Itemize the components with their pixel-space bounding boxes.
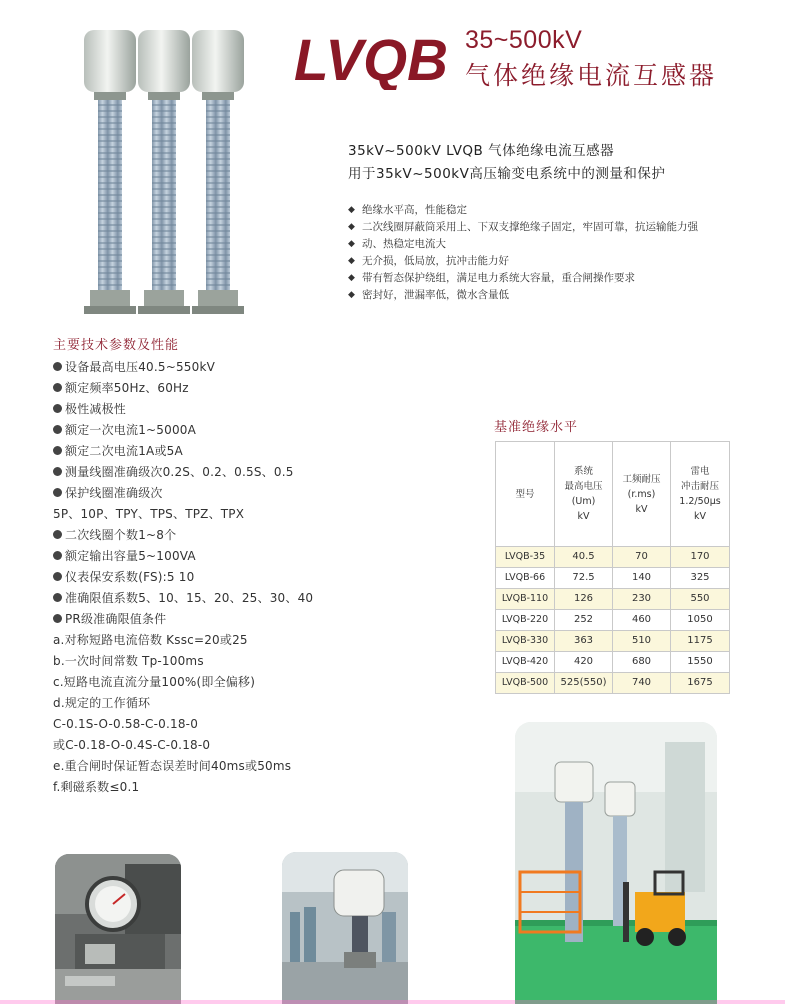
title-product-name: 气体绝缘电流互感器: [465, 61, 718, 90]
spec-item: c.短路电流直流分量100%(即全偏移): [53, 675, 256, 689]
feature-list: [348, 203, 718, 305]
bottom-rule: [0, 1000, 785, 1004]
bullet-dot-icon: [53, 404, 62, 413]
diamond-bullet-icon: ◆: [348, 222, 355, 232]
feature-item: ◆ 绝缘水平高，性能稳定: [348, 203, 718, 219]
logo-text: LVQB: [294, 28, 448, 90]
spec-item: 额定二次电流1A或5A: [53, 441, 373, 462]
lvqb-logo: [292, 26, 452, 90]
table-row: LVQB-66 72.5 140 325: [496, 568, 730, 589]
header-max-voltage: 系统 最高电压 (Um) kV: [555, 442, 613, 547]
bullet-dot-icon: [53, 572, 62, 581]
bullet-dot-icon: [53, 488, 62, 497]
spec-item: e.重合闸时保证暂态误差时间40ms或50ms: [53, 759, 292, 773]
feature-item: ◆ 无介损，低局放，抗冲击能力好: [348, 254, 718, 270]
spec-item: 5P、10P、TPY、TPS、TPZ、TPX: [53, 507, 245, 521]
spec-item: C-0.1S-O-0.58-C-0.18-0: [53, 717, 199, 731]
spec-item: f.剩磁系数≤0.1: [53, 780, 140, 794]
bullet-dot-icon: [53, 593, 62, 602]
table-row: LVQB-330 363 510 1175: [496, 631, 730, 652]
spec-item: 保护线圈准确级次: [53, 483, 373, 504]
bullet-dot-icon: [53, 614, 62, 623]
intro-application: 用于35kV~500kV高压输变电系统中的测量和保护: [348, 166, 666, 182]
bullet-dot-icon: [53, 530, 62, 539]
ct-unit: [84, 30, 136, 314]
table-row: LVQB-35 40.5 70 170: [496, 547, 730, 568]
bullet-dot-icon: [53, 383, 62, 392]
diamond-bullet-icon: ◆: [348, 273, 355, 283]
intro-title: 35kV~500kV LVQB 气体绝缘电流互感器: [348, 143, 615, 159]
diamond-bullet-icon: ◆: [348, 205, 355, 215]
ct-unit: [138, 30, 190, 314]
spec-item: 准确限值系数5、10、15、20、25、30、40: [53, 588, 373, 609]
spec-item: 测量线圈准确级次0.2S、0.2、0.5S、0.5: [53, 462, 373, 483]
insulation-table-heading: 基准绝缘水平: [494, 420, 579, 435]
table-row: LVQB-500 525(550) 740 1675: [496, 673, 730, 694]
photo-test-equipment: [55, 854, 181, 1004]
feature-item: ◆ 动、热稳定电流大: [348, 237, 718, 253]
insulation-level-table: [495, 441, 730, 694]
table-row: LVQB-110 126 230 550: [496, 589, 730, 610]
bullet-dot-icon: [53, 551, 62, 560]
feature-item: ◆ 密封好，泄漏率低，微水含量低: [348, 288, 718, 304]
table-row: LVQB-420 420 680 1550: [496, 652, 730, 673]
title-voltage: 35~500kV: [465, 26, 583, 54]
spec-list: [53, 357, 373, 798]
spec-item: 设备最高电压40.5~550kV: [53, 357, 373, 378]
photo-assembly-line: [282, 852, 408, 1004]
header-lightning-impulse: 雷电 冲击耐压 1.2/50μs kV: [671, 442, 730, 547]
header-model: 型号: [496, 442, 555, 547]
diamond-bullet-icon: ◆: [348, 256, 355, 266]
photo-plant-floor: [515, 722, 717, 1004]
ct-unit: [192, 30, 244, 314]
bullet-dot-icon: [53, 467, 62, 476]
spec-item: d.规定的工作循环: [53, 696, 151, 710]
spec-item: PR级准确限值条件: [53, 609, 373, 630]
spec-heading: 主要技术参数及性能: [53, 338, 180, 353]
spec-item: 额定频率50Hz、60Hz: [53, 378, 373, 399]
table-header-row: [496, 442, 730, 547]
feature-item: ◆ 二次线圈屏蔽筒采用上、下双支撑绝缘子固定，牢固可靠，抗运输能力强: [348, 220, 718, 236]
spec-item: 二次线圈个数1~8个: [53, 525, 373, 546]
spec-item: b.一次时间常数 Tp-100ms: [53, 654, 204, 668]
spec-item: 极性减极性: [53, 399, 373, 420]
bullet-dot-icon: [53, 425, 62, 434]
spec-item: 或C-0.18-O-0.4S-C-0.18-0: [53, 738, 211, 752]
spec-item: 额定输出容量5~100VA: [53, 546, 373, 567]
diamond-bullet-icon: ◆: [348, 290, 355, 300]
diamond-bullet-icon: ◆: [348, 239, 355, 249]
spec-item: a.对称短路电流倍数 Kssc=20或25: [53, 633, 248, 647]
spec-item: 额定一次电流1~5000A: [53, 420, 373, 441]
header-power-frequency: 工频耐压 (r.ms) kV: [613, 442, 671, 547]
bullet-dot-icon: [53, 362, 62, 371]
spec-item: 仪表保安系数(FS):5 10: [53, 567, 373, 588]
feature-item: ◆ 带有暂态保护绕组，满足电力系统大容量，重合闸操作要求: [348, 271, 718, 287]
product-illustration: [78, 28, 248, 318]
bullet-dot-icon: [53, 446, 62, 455]
table-row: LVQB-220 252 460 1050: [496, 610, 730, 631]
